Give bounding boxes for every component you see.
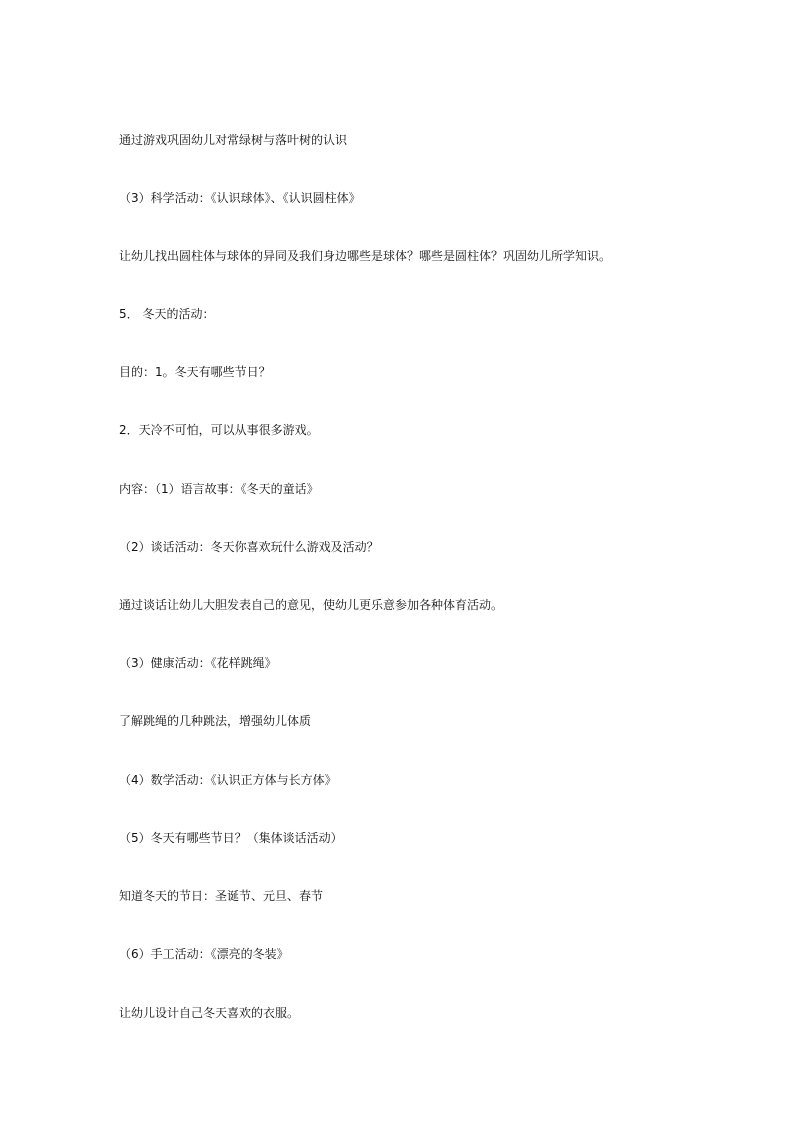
text-line: 知道冬天的节日：圣诞节、元旦、春节: [119, 889, 324, 903]
text-line: 通过谈话让幼儿大胆发表自己的意见，使幼儿更乐意参加各种体育活动。: [119, 598, 504, 612]
text-line: （3）科学活动：《认识球体》、《认识圆柱体》: [119, 191, 361, 205]
text-line: （2）谈话活动：冬天你喜欢玩什么游戏及活动？: [119, 540, 379, 554]
text-line: 目的：1。冬天有哪些节日？: [119, 365, 271, 379]
text-line: 了解跳绳的几种跳法，增强幼儿体质: [119, 714, 312, 728]
text-line: 通过游戏巩固幼儿对常绿树与落叶树的认识: [119, 133, 348, 147]
text-line: 让幼儿找出圆柱体与球体的异同及我们身边哪些是球体？哪些是圆柱体？巩固幼儿所学知识。: [119, 249, 612, 263]
text-line: （3）健康活动：《花样跳绳》: [119, 656, 277, 670]
text-line: 2．天冷不可怕，可以从事很多游戏。: [119, 423, 319, 437]
text-line: （4）数学活动：《认识正方体与长方体》: [119, 773, 337, 787]
section-heading: 5． 冬天的活动：: [119, 307, 215, 321]
text-line: （6）手工活动：《漂亮的冬装》: [119, 947, 289, 961]
text-line: 让幼儿设计自己冬天喜欢的衣服。: [119, 1006, 300, 1020]
text-line: （5）冬天有哪些节日？（集体谈话活动）: [119, 831, 343, 845]
text-line: 内容：（1）语言故事：《冬天的童话》: [119, 482, 319, 496]
